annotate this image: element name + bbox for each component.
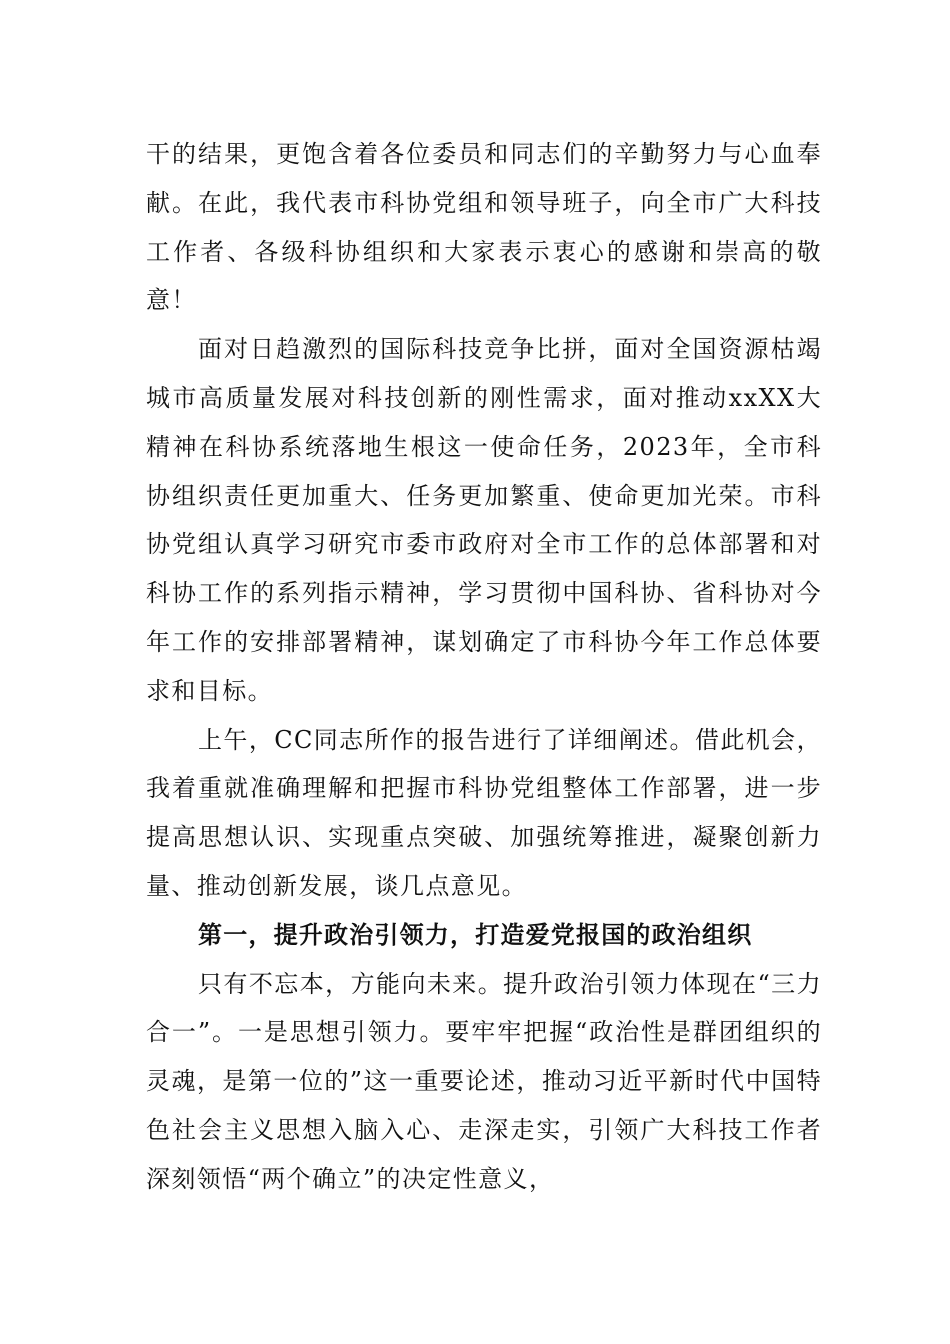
paragraph-intro: 上午，CC同志所作的报告进行了详细阐述。借此机会，我着重就准确理解和把握市科协党组整体工作部署，进一步提高思想认识、实现重点突破、加强统筹推进，凝聚创新力量、推动创新发展，谈几点意见。 — [146, 725, 822, 900]
paragraph-section-body: 只有不忘本，方能向未来。提升政治引领力体现在“三力合一”。一是思想引领力。要牢牢把握“政治性是群团组织的灵魂，是第一位的”这一重要论述，推动习近平新时代中国特色社会主义思想入脑入心、走深走实，引领广大科技工作者深刻领悟“两个确立”的决定性意义， — [146, 969, 822, 1193]
document-body — [146, 130, 822, 1204]
paragraph-continuation: 干的结果，更饱含着各位委员和同志们的辛勤努力与心血奉献。在此，我代表市科协党组和领导班子，向全市广大科技工作者、各级科协组织和大家表示衷心的感谢和崇高的敬意！ — [146, 140, 822, 315]
section-heading: 第一，提升政治引领力，打造爱党报国的政治组织 — [198, 920, 753, 949]
paragraph-context: 面对日趋激烈的国际科技竞争比拼，面对全国资源枯竭城市高质量发展对科技创新的刚性需求，面对推动xxXX大精神在科协系统落地生根这一使命任务，2023年，全市科协组织责任更加重大、任务更加繁重、使命更加光荣。市科协党组认真学习研究市委市政府对全市工作的总体部署和对科协工作的系列指示精神，学习贯彻中国科协、省科协对今年工作的安排部署精神，谋划确定了市科协今年工作总体要求和目标。 — [146, 335, 822, 705]
